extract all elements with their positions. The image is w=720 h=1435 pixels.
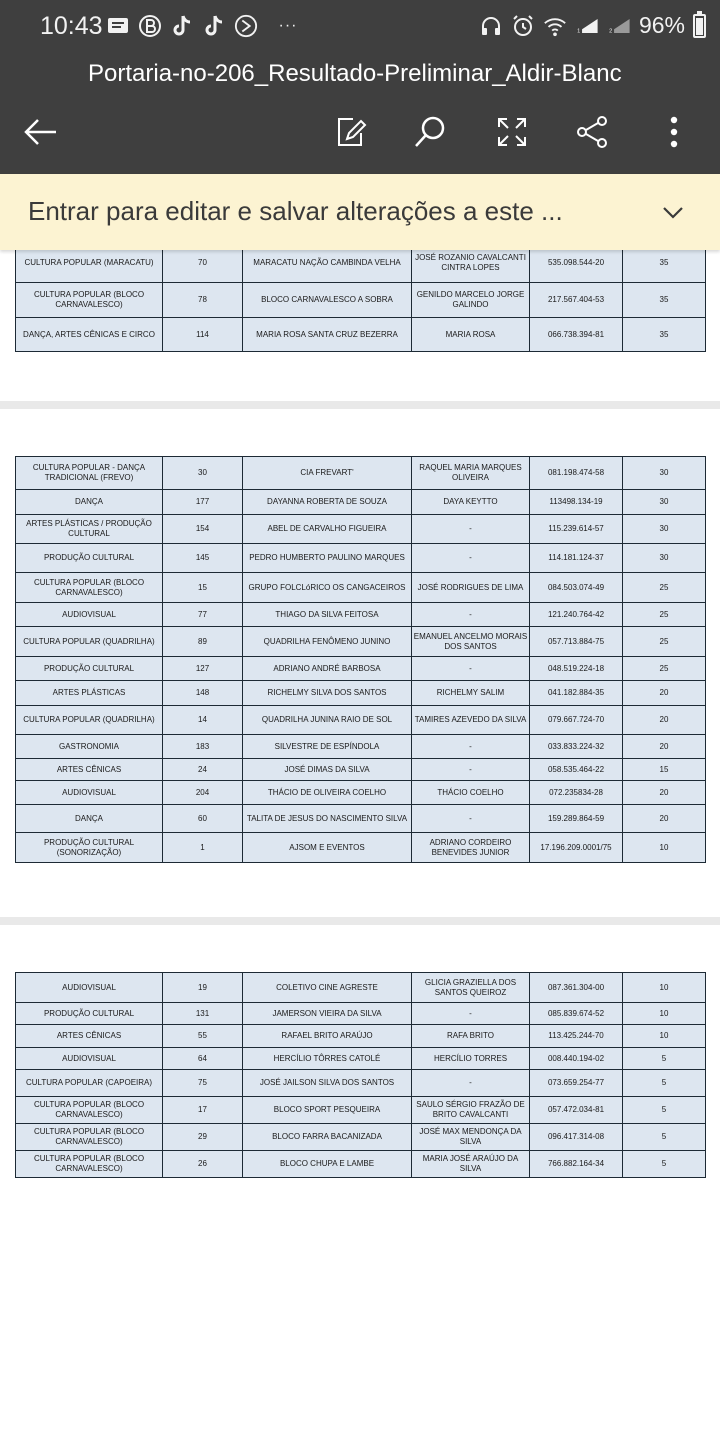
area-cell: AUDIOVISUAL (16, 1048, 163, 1070)
proponent-cell: HERCÍLIO TÔRRES CATOLÉ (243, 1048, 412, 1070)
area-cell: CULTURA POPULAR - DANÇA TRADICIONAL (FREVO) (16, 457, 163, 490)
more-options-button[interactable] (650, 108, 698, 156)
document-cell: 057.713.884-75 (530, 627, 623, 657)
table-row (16, 283, 706, 318)
inscription-cell: 26 (163, 1151, 243, 1178)
area-cell: DANÇA (16, 805, 163, 833)
table-row (16, 706, 706, 735)
banner-expand-button[interactable] (656, 198, 690, 228)
area-cell: PRODUÇÃO CULTURAL (16, 544, 163, 573)
table-row (16, 759, 706, 781)
inscription-cell: 154 (163, 515, 243, 544)
table-row (16, 657, 706, 681)
table-row (16, 603, 706, 627)
inscription-cell: 75 (163, 1070, 243, 1097)
proponent-cell: DAYANNA ROBERTA DE SOUZA (243, 490, 412, 515)
inscription-cell: 148 (163, 681, 243, 706)
inscription-cell: 64 (163, 1048, 243, 1070)
svg-text:2: 2 (609, 27, 613, 34)
more-notifications-icon: ··· (278, 17, 298, 34)
table-row (16, 544, 706, 573)
results-table-page-3 (15, 972, 706, 1178)
score-cell: 25 (623, 603, 706, 627)
table-row (16, 1097, 706, 1124)
score-cell: 10 (623, 973, 706, 1003)
alarm-icon (511, 14, 535, 38)
artistic-name-cell: RAFA BRITO (412, 1025, 530, 1048)
table-row (16, 515, 706, 544)
table-row (16, 735, 706, 759)
inscription-cell: 70 (163, 243, 243, 283)
score-cell: 25 (623, 573, 706, 603)
proponent-cell: AJSOM E EVENTOS (243, 833, 412, 863)
area-cell: CULTURA POPULAR (BLOCO CARNAVALESCO) (16, 283, 163, 318)
proponent-cell: BLOCO CHUPA E LAMBE (243, 1151, 412, 1178)
score-cell: 5 (623, 1151, 706, 1178)
inscription-cell: 24 (163, 759, 243, 781)
artistic-name-cell: - (412, 544, 530, 573)
score-cell: 30 (623, 457, 706, 490)
area-cell: CULTURA POPULAR (QUADRILHA) (16, 627, 163, 657)
search-icon (413, 115, 447, 149)
artistic-name-cell: JOSÉ RODRIGUES DE LIMA (412, 573, 530, 603)
score-cell: 35 (623, 283, 706, 318)
wifi-icon (543, 14, 567, 38)
score-cell: 30 (623, 515, 706, 544)
artistic-name-cell: GENILDO MARCELO JORGE GALINDO (412, 283, 530, 318)
inscription-cell: 204 (163, 781, 243, 805)
area-cell: AUDIOVISUAL (16, 603, 163, 627)
table-row (16, 1124, 706, 1151)
area-cell: GASTRONOMIA (16, 735, 163, 759)
document-cell: 115.239.614-57 (530, 515, 623, 544)
inscription-cell: 145 (163, 544, 243, 573)
artistic-name-cell: RICHELMY SALIM (412, 681, 530, 706)
area-cell: PRODUÇÃO CULTURAL (16, 1003, 163, 1025)
score-cell: 5 (623, 1070, 706, 1097)
tiktok-icon-2 (202, 14, 226, 38)
inscription-cell: 15 (163, 573, 243, 603)
inscription-cell: 29 (163, 1124, 243, 1151)
inscription-cell: 89 (163, 627, 243, 657)
artistic-name-cell: MARIA ROSA (412, 318, 530, 352)
table-row (16, 573, 706, 603)
area-cell: CULTURA POPULAR (BLOCO CARNAVALESCO) (16, 1151, 163, 1178)
artistic-name-cell: SAULO SÉRGIO FRAZÃO DE BRITO CAVALCANTI (412, 1097, 530, 1124)
area-cell: ARTES PLÁSTICAS / PRODUÇÃO CULTURAL (16, 515, 163, 544)
expand-icon (496, 116, 528, 148)
proponent-cell: JOSÉ DIMAS DA SILVA (243, 759, 412, 781)
proponent-cell: BLOCO CARNAVALESCO A SOBRA (243, 283, 412, 318)
artistic-name-cell: JOSÉ MAX MENDONÇA DA SILVA (412, 1124, 530, 1151)
proponent-cell: CIA FREVART' (243, 457, 412, 490)
area-cell: DANÇA, ARTES CÊNICAS E CIRCO (16, 318, 163, 352)
artistic-name-cell: THÁCIO COELHO (412, 781, 530, 805)
inscription-cell: 77 (163, 603, 243, 627)
b-badge-icon (138, 14, 162, 38)
table-row (16, 681, 706, 706)
inscription-cell: 14 (163, 706, 243, 735)
table-row (16, 627, 706, 657)
artistic-name-cell: - (412, 657, 530, 681)
proponent-cell: RAFAEL BRITO ARAÚJO (243, 1025, 412, 1048)
score-cell: 10 (623, 1003, 706, 1025)
inscription-cell: 114 (163, 318, 243, 352)
artistic-name-cell: - (412, 515, 530, 544)
inscription-cell: 1 (163, 833, 243, 863)
score-cell: 20 (623, 735, 706, 759)
table-row (16, 1070, 706, 1097)
document-cell: 073.659.254-77 (530, 1070, 623, 1097)
battery-percent: 96% (638, 12, 685, 38)
table-row (16, 457, 706, 490)
area-cell: CULTURA POPULAR (QUADRILHA) (16, 706, 163, 735)
proponent-cell: TALITA DE JESUS DO NASCIMENTO SILVA (243, 805, 412, 833)
area-cell: ARTES PLÁSTICAS (16, 681, 163, 706)
table-row (16, 973, 706, 1003)
document-cell: 084.503.074-49 (530, 573, 623, 603)
inscription-cell: 17 (163, 1097, 243, 1124)
document-cell: 041.182.884-35 (530, 681, 623, 706)
area-cell: AUDIOVISUAL (16, 973, 163, 1003)
tiktok-icon (170, 14, 194, 38)
artistic-name-cell: GLICIA GRAZIELLA DOS SANTOS QUEIROZ (412, 973, 530, 1003)
score-cell: 35 (623, 318, 706, 352)
share-icon (575, 115, 609, 149)
proponent-cell: GRUPO FOLCLóRICO OS CANGACEIROS (243, 573, 412, 603)
document-cell: 113498.134-19 (530, 490, 623, 515)
proponent-cell: COLETIVO CINE AGRESTE (243, 973, 412, 1003)
proponent-cell: JAMERSON VIEIRA DA SILVA (243, 1003, 412, 1025)
area-cell: CULTURA POPULAR (MARACATU) (16, 243, 163, 283)
artistic-name-cell: ADRIANO CORDEIRO BENEVIDES JUNIOR (412, 833, 530, 863)
artistic-name-cell: HERCÍLIO TORRES (412, 1048, 530, 1070)
play-circle-icon (234, 14, 258, 38)
document-cell: 535.098.544-20 (530, 243, 623, 283)
score-cell: 25 (623, 627, 706, 657)
score-cell: 30 (623, 490, 706, 515)
score-cell: 30 (623, 544, 706, 573)
artistic-name-cell: DAYA KEYTTO (412, 490, 530, 515)
document-title: Portaria-no-206_Resultado-Preliminar_Aldir-Blanc (88, 60, 622, 87)
score-cell: 10 (623, 833, 706, 863)
score-cell: 20 (623, 805, 706, 833)
document-cell: 066.738.394-81 (530, 318, 623, 352)
document-cell: 766.882.164-34 (530, 1151, 623, 1178)
system-icons (479, 12, 706, 39)
chevron-down-icon (662, 206, 684, 220)
artistic-name-cell: - (412, 735, 530, 759)
score-cell: 20 (623, 706, 706, 735)
app-bar (0, 0, 720, 174)
table-row (16, 318, 706, 352)
document-cell: 113.425.244-70 (530, 1025, 623, 1048)
results-table-page-2 (15, 456, 706, 863)
document-cell: 085.839.674-52 (530, 1003, 623, 1025)
document-cell: 072.235834-28 (530, 781, 623, 805)
inscription-cell: 177 (163, 490, 243, 515)
search-button[interactable] (406, 108, 454, 156)
score-cell: 5 (623, 1048, 706, 1070)
inscription-cell: 183 (163, 735, 243, 759)
score-cell: 10 (623, 1025, 706, 1048)
battery-icon (693, 14, 706, 38)
artistic-name-cell: - (412, 805, 530, 833)
signal-sim2-icon (607, 14, 631, 38)
document-cell: 058.535.464-22 (530, 759, 623, 781)
back-button[interactable] (16, 108, 64, 156)
artistic-name-cell: RAQUEL MARIA MARQUES OLIVEIRA (412, 457, 530, 490)
table-row (16, 1048, 706, 1070)
score-cell: 15 (623, 759, 706, 781)
proponent-cell: QUADRILHA JUNINA RAIO DE SOL (243, 706, 412, 735)
score-cell: 25 (623, 657, 706, 681)
document-cell: 121.240.764-42 (530, 603, 623, 627)
notification-icons (106, 14, 300, 38)
score-cell: 5 (623, 1097, 706, 1124)
page-separator (0, 401, 720, 409)
status-time: 10:43 (40, 12, 103, 40)
proponent-cell: THIAGO DA SILVA FEITOSA (243, 603, 412, 627)
inscription-cell: 55 (163, 1025, 243, 1048)
headset-icon (479, 14, 503, 38)
document-cell: 033.833.224-32 (530, 735, 623, 759)
share-button[interactable] (568, 108, 616, 156)
proponent-cell: MARACATU NAÇÃO CAMBINDA VELHA (243, 243, 412, 283)
table-row (16, 1151, 706, 1178)
area-cell: ARTES CÊNICAS (16, 1025, 163, 1048)
area-cell: PRODUÇÃO CULTURAL (SONORIZAÇÃO) (16, 833, 163, 863)
proponent-cell: MARIA ROSA SANTA CRUZ BEZERRA (243, 318, 412, 352)
svg-text:1: 1 (577, 27, 581, 34)
proponent-cell: BLOCO FARRA BACANIZADA (243, 1124, 412, 1151)
edit-document-icon (335, 115, 369, 149)
artistic-name-cell: - (412, 1003, 530, 1025)
area-cell: ARTES CÊNICAS (16, 759, 163, 781)
table-row (16, 1025, 706, 1048)
proponent-cell: PEDRO HUMBERTO PAULINO MARQUES (243, 544, 412, 573)
proponent-cell: JOSÉ JAILSON SILVA DOS SANTOS (243, 1070, 412, 1097)
sign-in-banner[interactable] (0, 174, 720, 250)
table-row (16, 805, 706, 833)
area-cell: CULTURA POPULAR (BLOCO CARNAVALESCO) (16, 1124, 163, 1151)
proponent-cell: QUADRILHA FENÔMENO JUNINO (243, 627, 412, 657)
document-cell: 087.361.304-00 (530, 973, 623, 1003)
artistic-name-cell: - (412, 1070, 530, 1097)
document-cell: 079.667.724-70 (530, 706, 623, 735)
area-cell: PRODUÇÃO CULTURAL (16, 657, 163, 681)
area-cell: AUDIOVISUAL (16, 781, 163, 805)
area-cell: CULTURA POPULAR (BLOCO CARNAVALESCO) (16, 573, 163, 603)
area-cell: CULTURA POPULAR (BLOCO CARNAVALESCO) (16, 1097, 163, 1124)
message-icon (106, 14, 130, 38)
table-row (16, 781, 706, 805)
inscription-cell: 19 (163, 973, 243, 1003)
score-cell: 5 (623, 1124, 706, 1151)
edit-button[interactable] (328, 108, 376, 156)
artistic-name-cell: - (412, 603, 530, 627)
more-vert-icon (669, 115, 679, 149)
proponent-cell: RICHELMY SILVA DOS SANTOS (243, 681, 412, 706)
document-cell: 17.196.209.0001/75 (530, 833, 623, 863)
document-cell: 008.440.194-02 (530, 1048, 623, 1070)
artistic-name-cell: JOSÉ ROZANIO CAVALCANTI CINTRA LOPES (412, 243, 530, 283)
artistic-name-cell: TAMIRES AZEVEDO DA SILVA (412, 706, 530, 735)
artistic-name-cell: - (412, 759, 530, 781)
document-cell: 217.567.404-53 (530, 283, 623, 318)
banner-text: Entrar para editar e salvar alterações a este ... (28, 196, 563, 226)
document-cell: 048.519.224-18 (530, 657, 623, 681)
proponent-cell: SILVESTRE DE ESPÍNDOLA (243, 735, 412, 759)
document-cell: 159.289.864-59 (530, 805, 623, 833)
document-cell: 081.198.474-58 (530, 457, 623, 490)
area-cell: DANÇA (16, 490, 163, 515)
proponent-cell: ADRIANO ANDRÉ BARBOSA (243, 657, 412, 681)
artistic-name-cell: MARIA JOSÉ ARAÚJO DA SILVA (412, 1151, 530, 1178)
inscription-cell: 131 (163, 1003, 243, 1025)
proponent-cell: THÁCIO DE OLIVEIRA COELHO (243, 781, 412, 805)
document-cell: 114.181.124-37 (530, 544, 623, 573)
proponent-cell: BLOCO SPORT PESQUEIRA (243, 1097, 412, 1124)
inscription-cell: 30 (163, 457, 243, 490)
table-row (16, 1003, 706, 1025)
inscription-cell: 78 (163, 283, 243, 318)
page-separator-2 (0, 917, 720, 925)
document-cell: 057.472.034-81 (530, 1097, 623, 1124)
inscription-cell: 127 (163, 657, 243, 681)
status-bar (0, 0, 720, 56)
signal-sim1-icon (575, 14, 599, 38)
fullscreen-button[interactable] (488, 108, 536, 156)
score-cell: 35 (623, 243, 706, 283)
results-table-page-1 (15, 242, 706, 352)
area-cell: CULTURA POPULAR (CAPOEIRA) (16, 1070, 163, 1097)
score-cell: 20 (623, 781, 706, 805)
document-cell: 096.417.314-08 (530, 1124, 623, 1151)
artistic-name-cell: EMANUEL ANCELMO MORAIS DOS SANTOS (412, 627, 530, 657)
table-row (16, 490, 706, 515)
back-arrow-icon (22, 117, 58, 147)
proponent-cell: ABEL DE CARVALHO FIGUEIRA (243, 515, 412, 544)
inscription-cell: 60 (163, 805, 243, 833)
score-cell: 20 (623, 681, 706, 706)
table-row (16, 833, 706, 863)
